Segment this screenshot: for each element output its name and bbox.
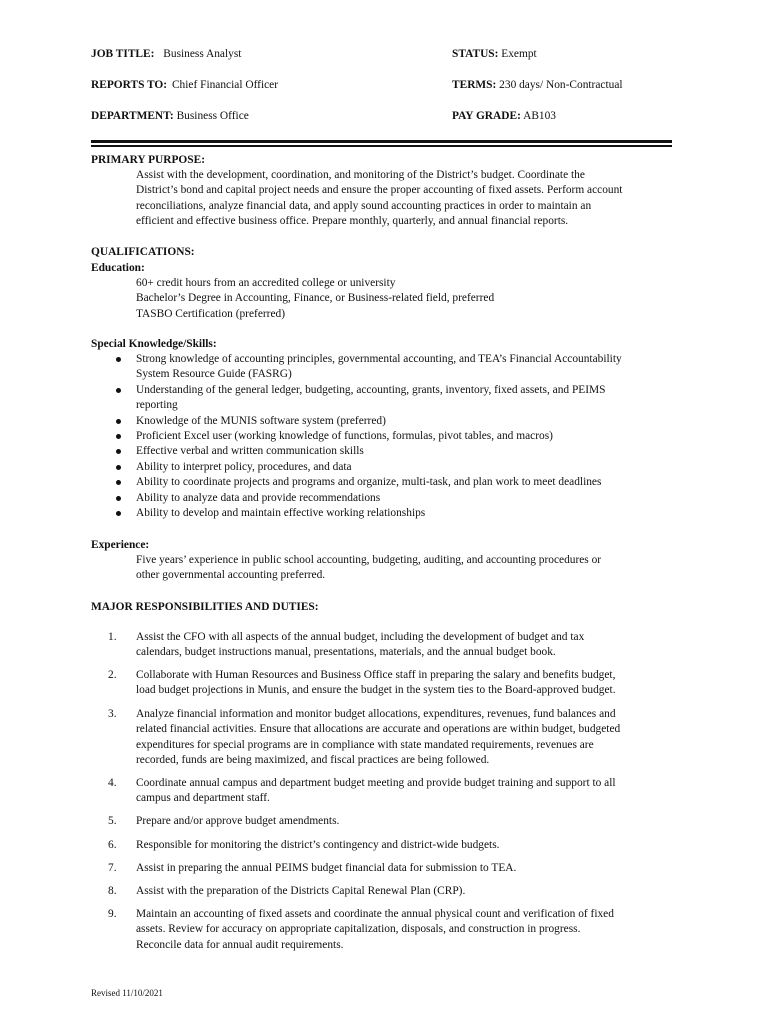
department-field [91,109,249,124]
duty-number: 7. [108,862,117,874]
experience-text [136,553,681,584]
header-row-1 [91,47,691,63]
bullet-icon [116,511,121,516]
experience-heading: Experience: [91,539,150,551]
department-value: Business Office [176,110,249,122]
education-item: Bachelor’s Degree in Accounting, Finance, or Business-related field, preferred [136,292,495,305]
bullet-icon [116,419,121,424]
bullet-icon [116,465,121,470]
bullet-icon [116,388,121,393]
duty-number: 8. [108,885,117,897]
department-label: DEPARTMENT: [91,110,174,122]
header-divider-thin [91,145,672,147]
skill-item: Proficient Excel user (working knowledge of functions, formulas, pivot tables, and macros) [113,429,683,444]
skill-item: Ability to interpret policy, procedures, and data [113,460,683,475]
skill-item: Ability to coordinate projects and programs and organize, multi-task, and plan work to meet deadlines [113,475,683,490]
skills-list [113,352,683,521]
bullet-icon [116,496,121,501]
pay-grade-label: PAY GRADE: [452,110,521,122]
reports-to-label: REPORTS TO: [91,79,168,91]
purpose-line: District’s bond and capital project needs and ensure the proper accounting of fixed assets. Perform account [136,184,623,197]
qualifications-heading: QUALIFICATIONS: [91,246,195,258]
primary-purpose-text [136,168,681,230]
reports-to-value: Chief Financial Officer [171,79,279,91]
job-title-label: JOB TITLE: [91,48,155,60]
duty-number: 6. [108,839,117,851]
education-item: 60+ credit hours from an accredited college or university [136,277,396,289]
job-title-value: Business Analyst [163,48,242,60]
skill-item: Strong knowledge of accounting principles, governmental accounting, and TEA’s Financial Accountability System Resource Guide (FASRG) [113,352,683,383]
skill-item: Understanding of the general ledger, budgeting, accounting, grants, inventory, fixed assets, and PEIMS reporting [113,383,683,414]
purpose-line: reconciliations, analyze financial data, and apply sound accounting practices in order to maintain an [136,199,592,212]
skill-item: Knowledge of the MUNIS software system (preferred) [113,414,683,429]
terms-label: TERMS: [452,79,497,91]
skill-item: Ability to analyze data and provide recommendations [113,491,683,506]
job-description-page: JOB TITLE: Business Analyst STATUS: Exempt REPORTS TO: Chief Financial Officer TERMS: 230 days/ Non-Contractual DEPARTMENT: Business Office PAY GRADE: AB103 PRIMARY PURPOSE: Assist with the development, coordination, and monitoring of the District’s budget. Coordinate the District’s bond and capital project needs and ensure the proper accounting of fixed assets. Perform account reconciliations, analyze financial data, and apply sound accounting practices in order to maintain an efficient and effective business office. Prepare monthly, quarterly, and annual financial reports. QUALIFICATIONS: Education: 60+ credit hours from an accredited college or university Bachelor’s Degree in Accounting, Finance, or Business-related field, preferred TASBO Certification (preferred) Special Knowledge/Skills: Strong knowledge of accounting principles, governmental accounting, and TEA’s Financial Accountability System Resource Guide (FASRG) Understanding of the general ledger, budgeting, accounting, grants, inventory, fixed assets, and PEIMS reporting Knowledge of the MUNIS software system (preferred) Proficient Excel user (working knowledge of functions, formulas, pivot tables, and macros) Effective verbal and written communication skills Ability to interpret policy, procedures, and data Ability to coordinate projects and programs and organize, multi-task, and plan work to meet deadlines Ability to analyze data and provide recommendations Ability to develop and maintain effective working relationships Experience: Five years’ experience in public school accounting, budgeting, auditing, and accounting procedures or other governmental accounting preferred. MAJOR RESPONSIBILITIES AND DUTIES: 1. Assist the CFO with all aspects of the annual budget, including the development of budget and tax calendars, budget instructions manual, presentations, materials, and the annual budget book. 2. Collaborate with Human Resources and Business Office staff in preparing the salary and benefits budget, load budget projections in Munis, and ensure the budget in the system ties to the Board-approved budget. 3. Analyze financial information and monitor budget allocations, expenditures, revenues, fund balances and related financial activities. Ensure that allocations are accurate and operations are within budget, budgeted expenditures for special programs are in compliance with state mandated requirements, revenues are recorded, funds are being maximized, and fiscal practices are being followed. 4. Coordinate annual campus and department budget meeting and provide budget training and support to all campus and department staff. 5. Prepare and/or approve budget amendments. 6. Responsible for monitoring the district’s contingency and district-wide budgets. 7. Assist in preparing the annual PEIMS budget financial data for submission to TEA. 8. Assist with the preparation of the Districts Capital Renewal Plan (CRP). 9. Maintain an accounting of fixed assets and coordinate the annual physical count and verification of fixed assets. Review for accuracy on appropriate capitalization, disposals, and construction in progress. Reconcile data for annual audit requirements. Revised 11/10/2021 [0,0,770,1024]
purpose-line: efficient and effective business office. Prepare monthly, quarterly, and annual financial reports. [136,215,569,228]
experience-line: other governmental accounting preferred. [136,569,326,582]
duty-number: 5. [108,815,117,827]
education-heading: Education: [91,262,145,274]
terms-value: 230 days/ Non-Contractual [499,79,623,91]
header-row-2 [91,78,691,94]
duty-number: 3. [108,708,117,720]
bullet-icon [116,357,121,362]
job-title-field [91,47,241,62]
skills-heading: Special Knowledge/Skills: [91,338,217,350]
bullet-icon [116,434,121,439]
duty-number: 9. [108,908,117,920]
experience-line: Five years’ experience in public school accounting, budgeting, auditing, and accounting procedures or [136,554,602,566]
terms-field [452,78,623,93]
revision-date: Revised 11/10/2021 [91,988,163,998]
status-value: Exempt [501,48,537,60]
purpose-line: Assist with the development, coordination, and monitoring of the District’s budget. Coordinate the [136,169,585,181]
pay-grade-value: AB103 [523,110,557,122]
status-label: STATUS: [452,48,499,60]
education-list [136,276,681,322]
skill-item: Ability to develop and maintain effective working relationships [113,506,683,521]
duties-heading: MAJOR RESPONSIBILITIES AND DUTIES: [91,601,319,613]
duty-number: 2. [108,669,117,681]
bullet-icon [116,449,121,454]
duty-number: 1. [108,631,117,643]
education-item: TASBO Certification (preferred) [136,307,286,320]
header-row-3 [91,109,691,125]
pay-grade-field [452,109,556,124]
skill-item: Effective verbal and written communication skills [113,444,683,459]
bullet-icon [116,480,121,485]
duty-number: 4. [108,777,117,789]
status-field [452,47,537,62]
header-divider-thick [91,140,672,143]
reports-to-field [91,78,278,93]
primary-purpose-heading: PRIMARY PURPOSE: [91,154,206,166]
